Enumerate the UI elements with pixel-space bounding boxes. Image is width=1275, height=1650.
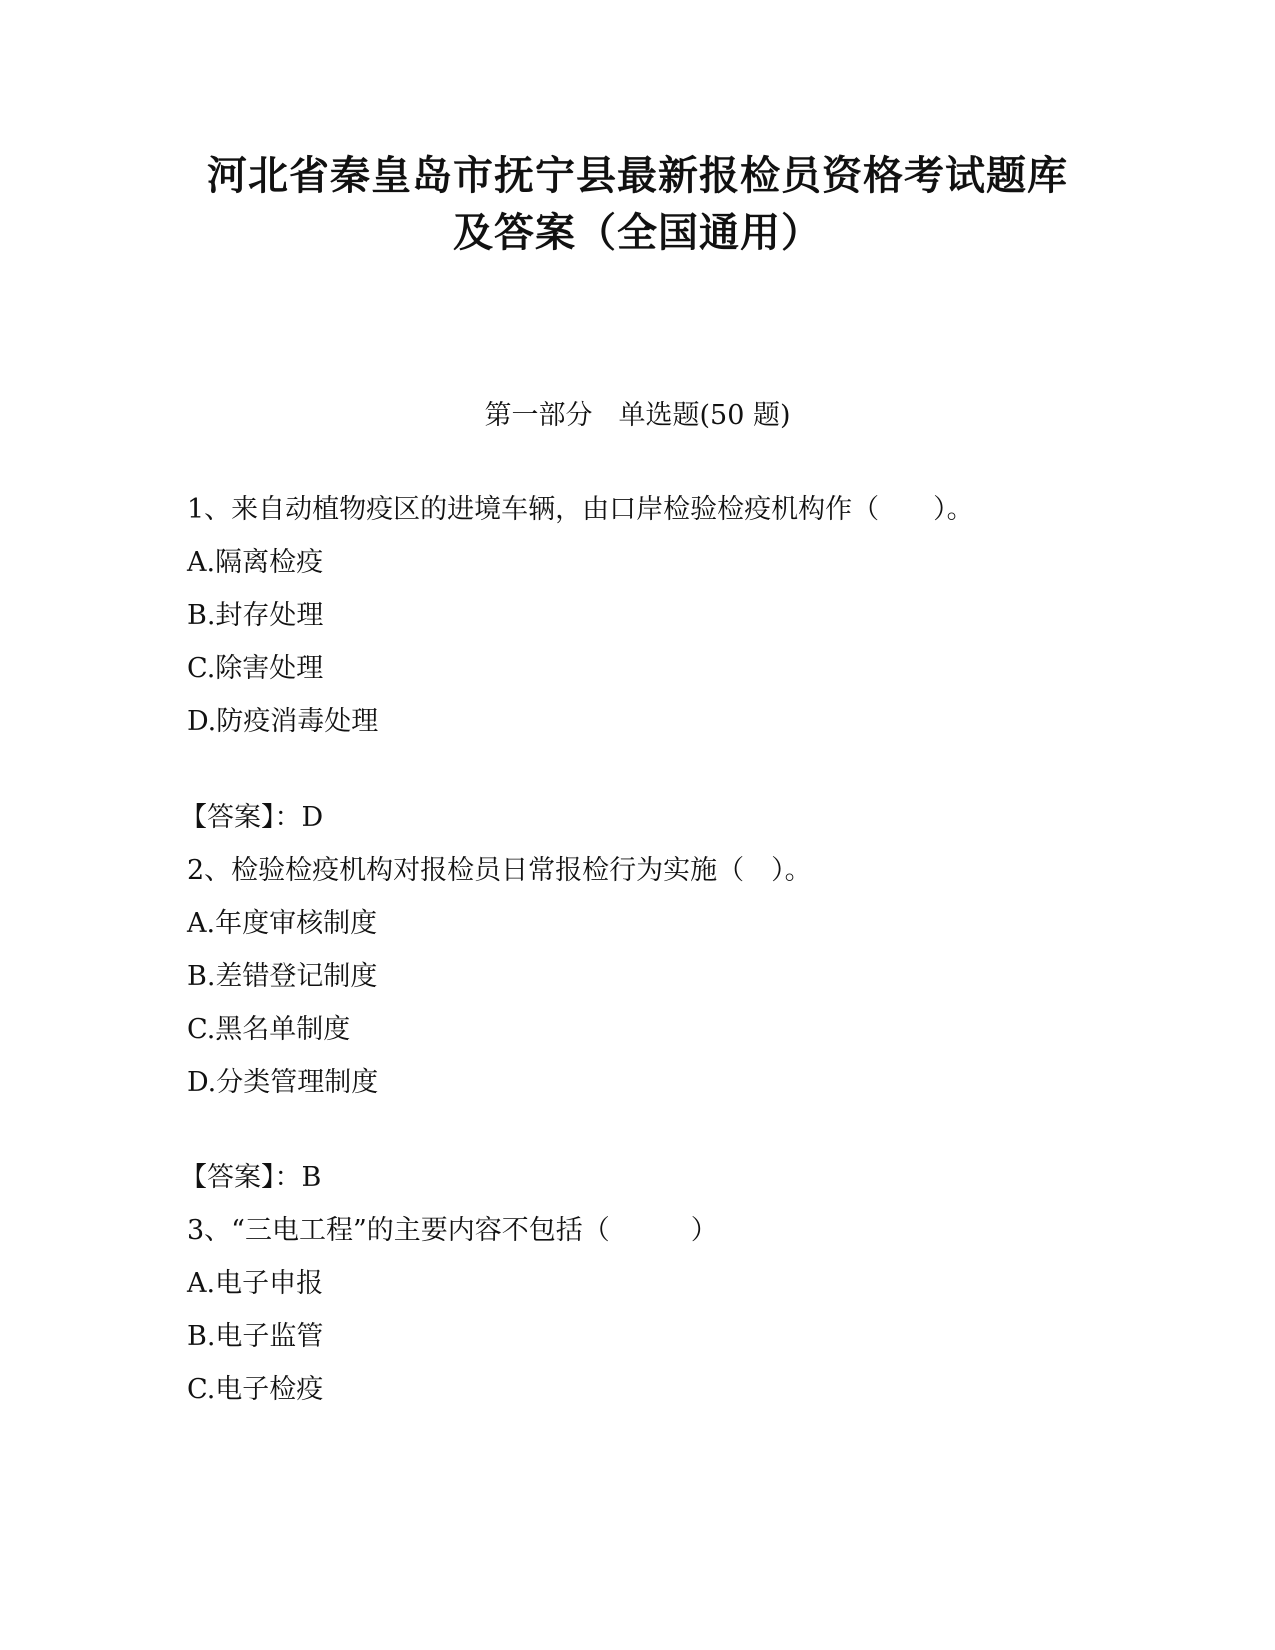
question-3-option-b: B.电子监管	[187, 1321, 324, 1352]
question-2-option-c: C.黑名单制度	[187, 1014, 351, 1045]
question-2-stem: 2、检验检疫机构对报检员日常报检行为实施（ ）。	[187, 855, 812, 886]
section-heading	[0, 398, 1275, 434]
answer-value: ：D	[274, 802, 324, 833]
section-part: 第一部分	[484, 400, 593, 431]
question-1-option-b: B.封存处理	[187, 600, 324, 631]
document-title-line-2: 及答案（全国通用）	[453, 210, 822, 256]
question-3-stem: 3、“三电工程”的主要内容不包括（ ）	[187, 1215, 718, 1246]
question-1-stem: 1、来自动植物疫区的进境车辆，由口岸检验检疫机构作（ ）。	[187, 494, 974, 525]
question-1-answer	[180, 800, 1180, 836]
question-1-option-a: A.隔离检疫	[187, 547, 324, 578]
question-2-answer	[180, 1160, 1180, 1196]
question-1-option-d: D.防疫消毒处理	[187, 706, 379, 737]
question-1-option-c: C.除害处理	[187, 653, 324, 684]
document-title-line-1: 河北省秦皇岛市抚宁县最新报检员资格考试题库	[207, 153, 1068, 199]
answer-label: 【答案】	[180, 1162, 275, 1193]
section-name: 单选题(50 题)	[618, 400, 791, 431]
question-2-option-d: D.分类管理制度	[187, 1067, 379, 1098]
question-3-option-a: A.电子申报	[187, 1268, 324, 1299]
answer-label: 【答案】	[180, 802, 275, 833]
question-2-option-a: A.年度审核制度	[187, 908, 378, 939]
question-2-option-b: B.差错登记制度	[187, 961, 378, 992]
question-3-option-c: C.电子检疫	[187, 1374, 324, 1405]
answer-value: ：B	[274, 1162, 322, 1193]
